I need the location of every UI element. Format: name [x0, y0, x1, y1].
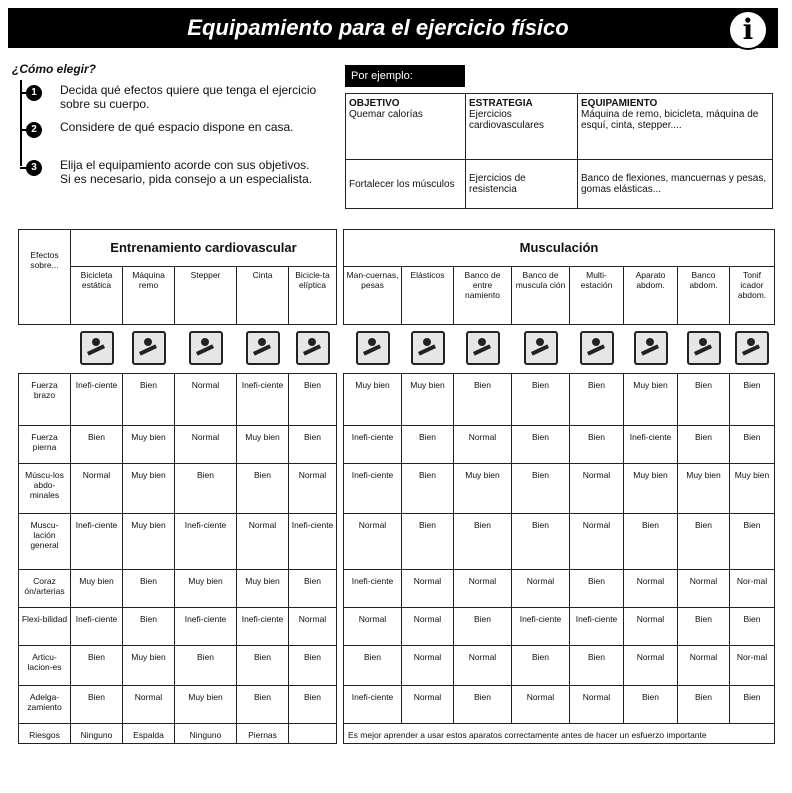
rating-cell: Normal	[678, 646, 730, 686]
rating-cell: Bien	[570, 646, 624, 686]
column-header: Tonif icador abdom.	[730, 267, 775, 325]
rating-cell: Inefi-ciente	[570, 608, 624, 646]
rating-cell: Normal	[289, 464, 337, 514]
rating-cell: Normal	[570, 686, 624, 724]
rating-cell: Inefi-ciente	[175, 514, 237, 570]
rating-cell: Bien	[730, 426, 775, 464]
rating-cell: Bien	[123, 570, 175, 608]
column-header: Cinta	[237, 267, 289, 325]
step-number: 2	[26, 122, 42, 138]
rating-cell: Muy bien	[237, 426, 289, 464]
rating-cell: Muy bien	[175, 686, 237, 724]
rating-cell: Normal	[123, 686, 175, 724]
rating-cell: Normal	[624, 570, 678, 608]
rating-cell: Bien	[570, 374, 624, 426]
example-table	[345, 93, 773, 209]
rating-cell: Muy bien	[730, 464, 775, 514]
equipment-picture	[175, 325, 237, 374]
rating-cell: Bien	[678, 426, 730, 464]
rating-cell: Normal	[454, 646, 512, 686]
row-label: Riesgos	[19, 724, 71, 744]
risk-note: Es mejor aprender a usar estos aparatos correctamente antes de hacer un esfuerzo importante	[344, 724, 775, 744]
table-row	[344, 374, 775, 426]
equipment-picture	[344, 325, 402, 374]
rating-cell: Normal	[624, 608, 678, 646]
rating-cell: Normal	[402, 646, 454, 686]
rating-cell: Muy bien	[175, 570, 237, 608]
table-row	[344, 514, 775, 570]
rating-cell: Bien	[289, 426, 337, 464]
table-row	[19, 646, 337, 686]
rating-cell: Bien	[570, 570, 624, 608]
rating-cell: Muy bien	[71, 570, 123, 608]
table-row	[19, 570, 337, 608]
equipment-icon	[296, 331, 330, 365]
rating-cell: Bien	[730, 608, 775, 646]
equipment-icon	[356, 331, 390, 365]
step-text: Decida qué efectos quiere que tenga el ejercicio sobre su cuerpo.	[60, 83, 317, 111]
table-row	[19, 608, 337, 646]
row-label: Adelga-zamiento	[19, 686, 71, 724]
step-number: 3	[26, 160, 42, 176]
rating-cell: Muy bien	[344, 374, 402, 426]
example-cell	[466, 94, 578, 160]
column-header: Bicicleta estática	[71, 267, 123, 325]
rating-cell: Inefi-ciente	[344, 570, 402, 608]
rating-cell: Muy bien	[624, 374, 678, 426]
rating-cell: Normal	[678, 570, 730, 608]
table-row	[19, 426, 337, 464]
rating-cell: Inefi-ciente	[71, 514, 123, 570]
rating-cell: Bien	[678, 608, 730, 646]
rating-cell: Bien	[454, 686, 512, 724]
rating-cell: Bien	[512, 464, 570, 514]
equipment-picture	[123, 325, 175, 374]
column-header: Banco de entre namiento	[454, 267, 512, 325]
page-title: Equipamiento para el ejercicio físico	[187, 15, 569, 40]
rating-cell: Bien	[454, 374, 512, 426]
rating-cell: Bien	[123, 374, 175, 426]
row-label: Articu-lacion-es	[19, 646, 71, 686]
section-title-cardio: Entrenamiento cardiovascular	[71, 230, 337, 267]
table-row	[344, 686, 775, 724]
equipment-icon	[466, 331, 500, 365]
rating-cell: Bien	[71, 646, 123, 686]
rating-cell: Normal	[570, 464, 624, 514]
table-row	[19, 724, 337, 744]
table-row	[344, 570, 775, 608]
column-header: Banco de muscula ción	[512, 267, 570, 325]
rating-cell: Normal	[570, 514, 624, 570]
section-title-muscle: Musculación	[344, 230, 775, 267]
rating-cell: Bien	[289, 686, 337, 724]
cardio-table	[18, 229, 337, 744]
rating-cell: Muy bien	[123, 464, 175, 514]
rating-cell: Normal	[454, 570, 512, 608]
rating-cell: Inefi-ciente	[624, 426, 678, 464]
equipment-picture	[570, 325, 624, 374]
row-label: Flexi-bilidad	[19, 608, 71, 646]
equipment-icon	[189, 331, 223, 365]
table-row	[19, 514, 337, 570]
rating-cell: Muy bien	[123, 646, 175, 686]
equipment-picture	[730, 325, 775, 374]
rating-cell	[289, 724, 337, 744]
rating-cell: Normal	[402, 608, 454, 646]
equipment-icon	[132, 331, 166, 365]
step-text: Considere de qué espacio dispone en casa.	[60, 120, 294, 134]
rating-cell: Normal	[175, 374, 237, 426]
equipment-picture	[678, 325, 730, 374]
example-value: Ejercicios de resistencia	[466, 160, 578, 209]
rating-cell: Normal	[237, 514, 289, 570]
column-header: Multi-estación	[570, 267, 624, 325]
equipment-icon	[687, 331, 721, 365]
table-row	[344, 426, 775, 464]
equipment-icon	[735, 331, 769, 365]
row-label: Fuerza brazo	[19, 374, 71, 426]
column-header: Máquina remo	[123, 267, 175, 325]
rating-cell: Normal	[344, 514, 402, 570]
column-header: Banco abdom.	[678, 267, 730, 325]
equipment-picture	[624, 325, 678, 374]
example-cell	[346, 94, 466, 160]
equipment-icon	[411, 331, 445, 365]
rating-cell: Normal	[71, 464, 123, 514]
rating-cell: Normal	[454, 426, 512, 464]
row-label: Fuerza pierna	[19, 426, 71, 464]
rating-cell: Bien	[175, 464, 237, 514]
how-to-choose-title: ¿Cómo elegir?	[12, 62, 97, 76]
rating-cell: Inefi-ciente	[344, 686, 402, 724]
rating-cell: Muy bien	[624, 464, 678, 514]
rating-cell: Bien	[175, 646, 237, 686]
header-bar	[8, 8, 778, 48]
rating-cell: Bien	[237, 686, 289, 724]
picture-spacer	[19, 325, 71, 374]
info-icon[interactable]: i	[728, 10, 768, 50]
equipment-picture	[454, 325, 512, 374]
rating-cell: Bien	[678, 514, 730, 570]
table-row	[19, 374, 337, 426]
example-value: Ejercicios cardiovasculares	[469, 109, 545, 131]
rating-cell: Bien	[730, 686, 775, 724]
column-header: Bicicle-ta elíptica	[289, 267, 337, 325]
rating-cell: Bien	[570, 426, 624, 464]
rating-cell: Bien	[289, 646, 337, 686]
rating-cell: Bien	[678, 686, 730, 724]
rating-cell: Bien	[624, 514, 678, 570]
rating-cell: Inefi-ciente	[175, 608, 237, 646]
table-row	[344, 608, 775, 646]
rating-cell: Bien	[123, 608, 175, 646]
rating-cell: Bien	[512, 514, 570, 570]
rating-cell: Inefi-ciente	[237, 374, 289, 426]
rating-cell: Inefi-ciente	[71, 374, 123, 426]
example-header: EQUIPAMIENTO	[581, 98, 658, 109]
example-header: ESTRATEGIA	[469, 98, 533, 109]
rating-cell: Inefi-ciente	[344, 464, 402, 514]
rating-cell: Inefi-ciente	[289, 514, 337, 570]
rating-cell: Normal	[289, 608, 337, 646]
column-header: Elásticos	[402, 267, 454, 325]
row-label: Múscu-los abdo-minales	[19, 464, 71, 514]
table-row	[344, 724, 775, 744]
rating-cell: Normal	[402, 570, 454, 608]
table-row	[19, 686, 337, 724]
rating-cell: Bien	[512, 374, 570, 426]
rating-cell: Nor-mal	[730, 646, 775, 686]
rating-cell: Normal	[402, 686, 454, 724]
equipment-icon	[246, 331, 280, 365]
equipment-icon	[634, 331, 668, 365]
corner-label: Efectos sobre...	[19, 230, 71, 325]
example-value: Fortalecer los músculos	[346, 160, 466, 209]
rating-cell: Muy bien	[123, 514, 175, 570]
equipment-icon	[580, 331, 614, 365]
rating-cell: Normal	[175, 426, 237, 464]
rating-cell: Bien	[237, 646, 289, 686]
rating-cell: Normal	[512, 686, 570, 724]
rating-cell: Bien	[289, 570, 337, 608]
rating-cell: Bien	[402, 464, 454, 514]
rating-cell: Bien	[237, 464, 289, 514]
rating-cell: Inefi-ciente	[237, 608, 289, 646]
rating-cell: Muy bien	[678, 464, 730, 514]
column-header: Stepper	[175, 267, 237, 325]
rating-cell: Muy bien	[237, 570, 289, 608]
rating-cell: Muy bien	[454, 464, 512, 514]
rating-cell: Espalda	[123, 724, 175, 744]
table-row	[344, 464, 775, 514]
equipment-icon	[80, 331, 114, 365]
rating-cell: Bien	[402, 426, 454, 464]
example-cell	[578, 94, 773, 160]
column-header: Man-cuernas, pesas	[344, 267, 402, 325]
rating-cell: Inefi-ciente	[344, 426, 402, 464]
rating-cell: Bien	[512, 646, 570, 686]
rating-cell: Bien	[402, 514, 454, 570]
rating-cell: Normal	[512, 570, 570, 608]
step-number: 1	[26, 85, 42, 101]
rating-cell: Bien	[512, 426, 570, 464]
example-value: Máquina de remo, bicicleta, máquina de esquí, cinta, stepper....	[581, 109, 759, 131]
equipment-icon	[524, 331, 558, 365]
example-header: OBJETIVO	[349, 98, 400, 109]
equipment-picture	[512, 325, 570, 374]
rating-cell: Nor-mal	[730, 570, 775, 608]
rating-cell: Bien	[454, 608, 512, 646]
rating-cell: Bien	[730, 374, 775, 426]
rating-cell: Bien	[71, 426, 123, 464]
row-label: Coraz ón/arterias	[19, 570, 71, 608]
rating-cell: Ninguno	[175, 724, 237, 744]
equipment-picture	[71, 325, 123, 374]
rating-cell: Ninguno	[71, 724, 123, 744]
example-value: Banco de flexiones, mancuernas y pesas, gomas elásticas...	[578, 160, 773, 209]
example-label: Por ejemplo:	[345, 65, 465, 87]
table-row	[19, 464, 337, 514]
rating-cell: Bien	[289, 374, 337, 426]
rating-cell: Bien	[344, 646, 402, 686]
equipment-picture	[237, 325, 289, 374]
rating-cell: Piernas	[237, 724, 289, 744]
rating-cell: Muy bien	[123, 426, 175, 464]
rating-cell: Normal	[624, 646, 678, 686]
rating-cell: Inefi-ciente	[512, 608, 570, 646]
row-label: Muscu-lación general	[19, 514, 71, 570]
rating-cell: Muy bien	[402, 374, 454, 426]
rating-cell: Bien	[624, 686, 678, 724]
example-value: Quemar calorías	[349, 109, 423, 120]
equipment-picture	[402, 325, 454, 374]
column-header: Aparato abdom.	[624, 267, 678, 325]
table-row	[344, 646, 775, 686]
rating-cell: Bien	[730, 514, 775, 570]
rating-cell: Inefi-ciente	[71, 608, 123, 646]
rating-cell: Bien	[454, 514, 512, 570]
step-text: Elija el equipamiento acorde con sus objetivos. Si es necesario, pida consejo a un especialista.	[60, 158, 313, 186]
rating-cell: Normal	[344, 608, 402, 646]
rating-cell: Bien	[71, 686, 123, 724]
muscle-table	[343, 229, 775, 744]
equipment-picture	[289, 325, 337, 374]
rating-cell: Bien	[678, 374, 730, 426]
